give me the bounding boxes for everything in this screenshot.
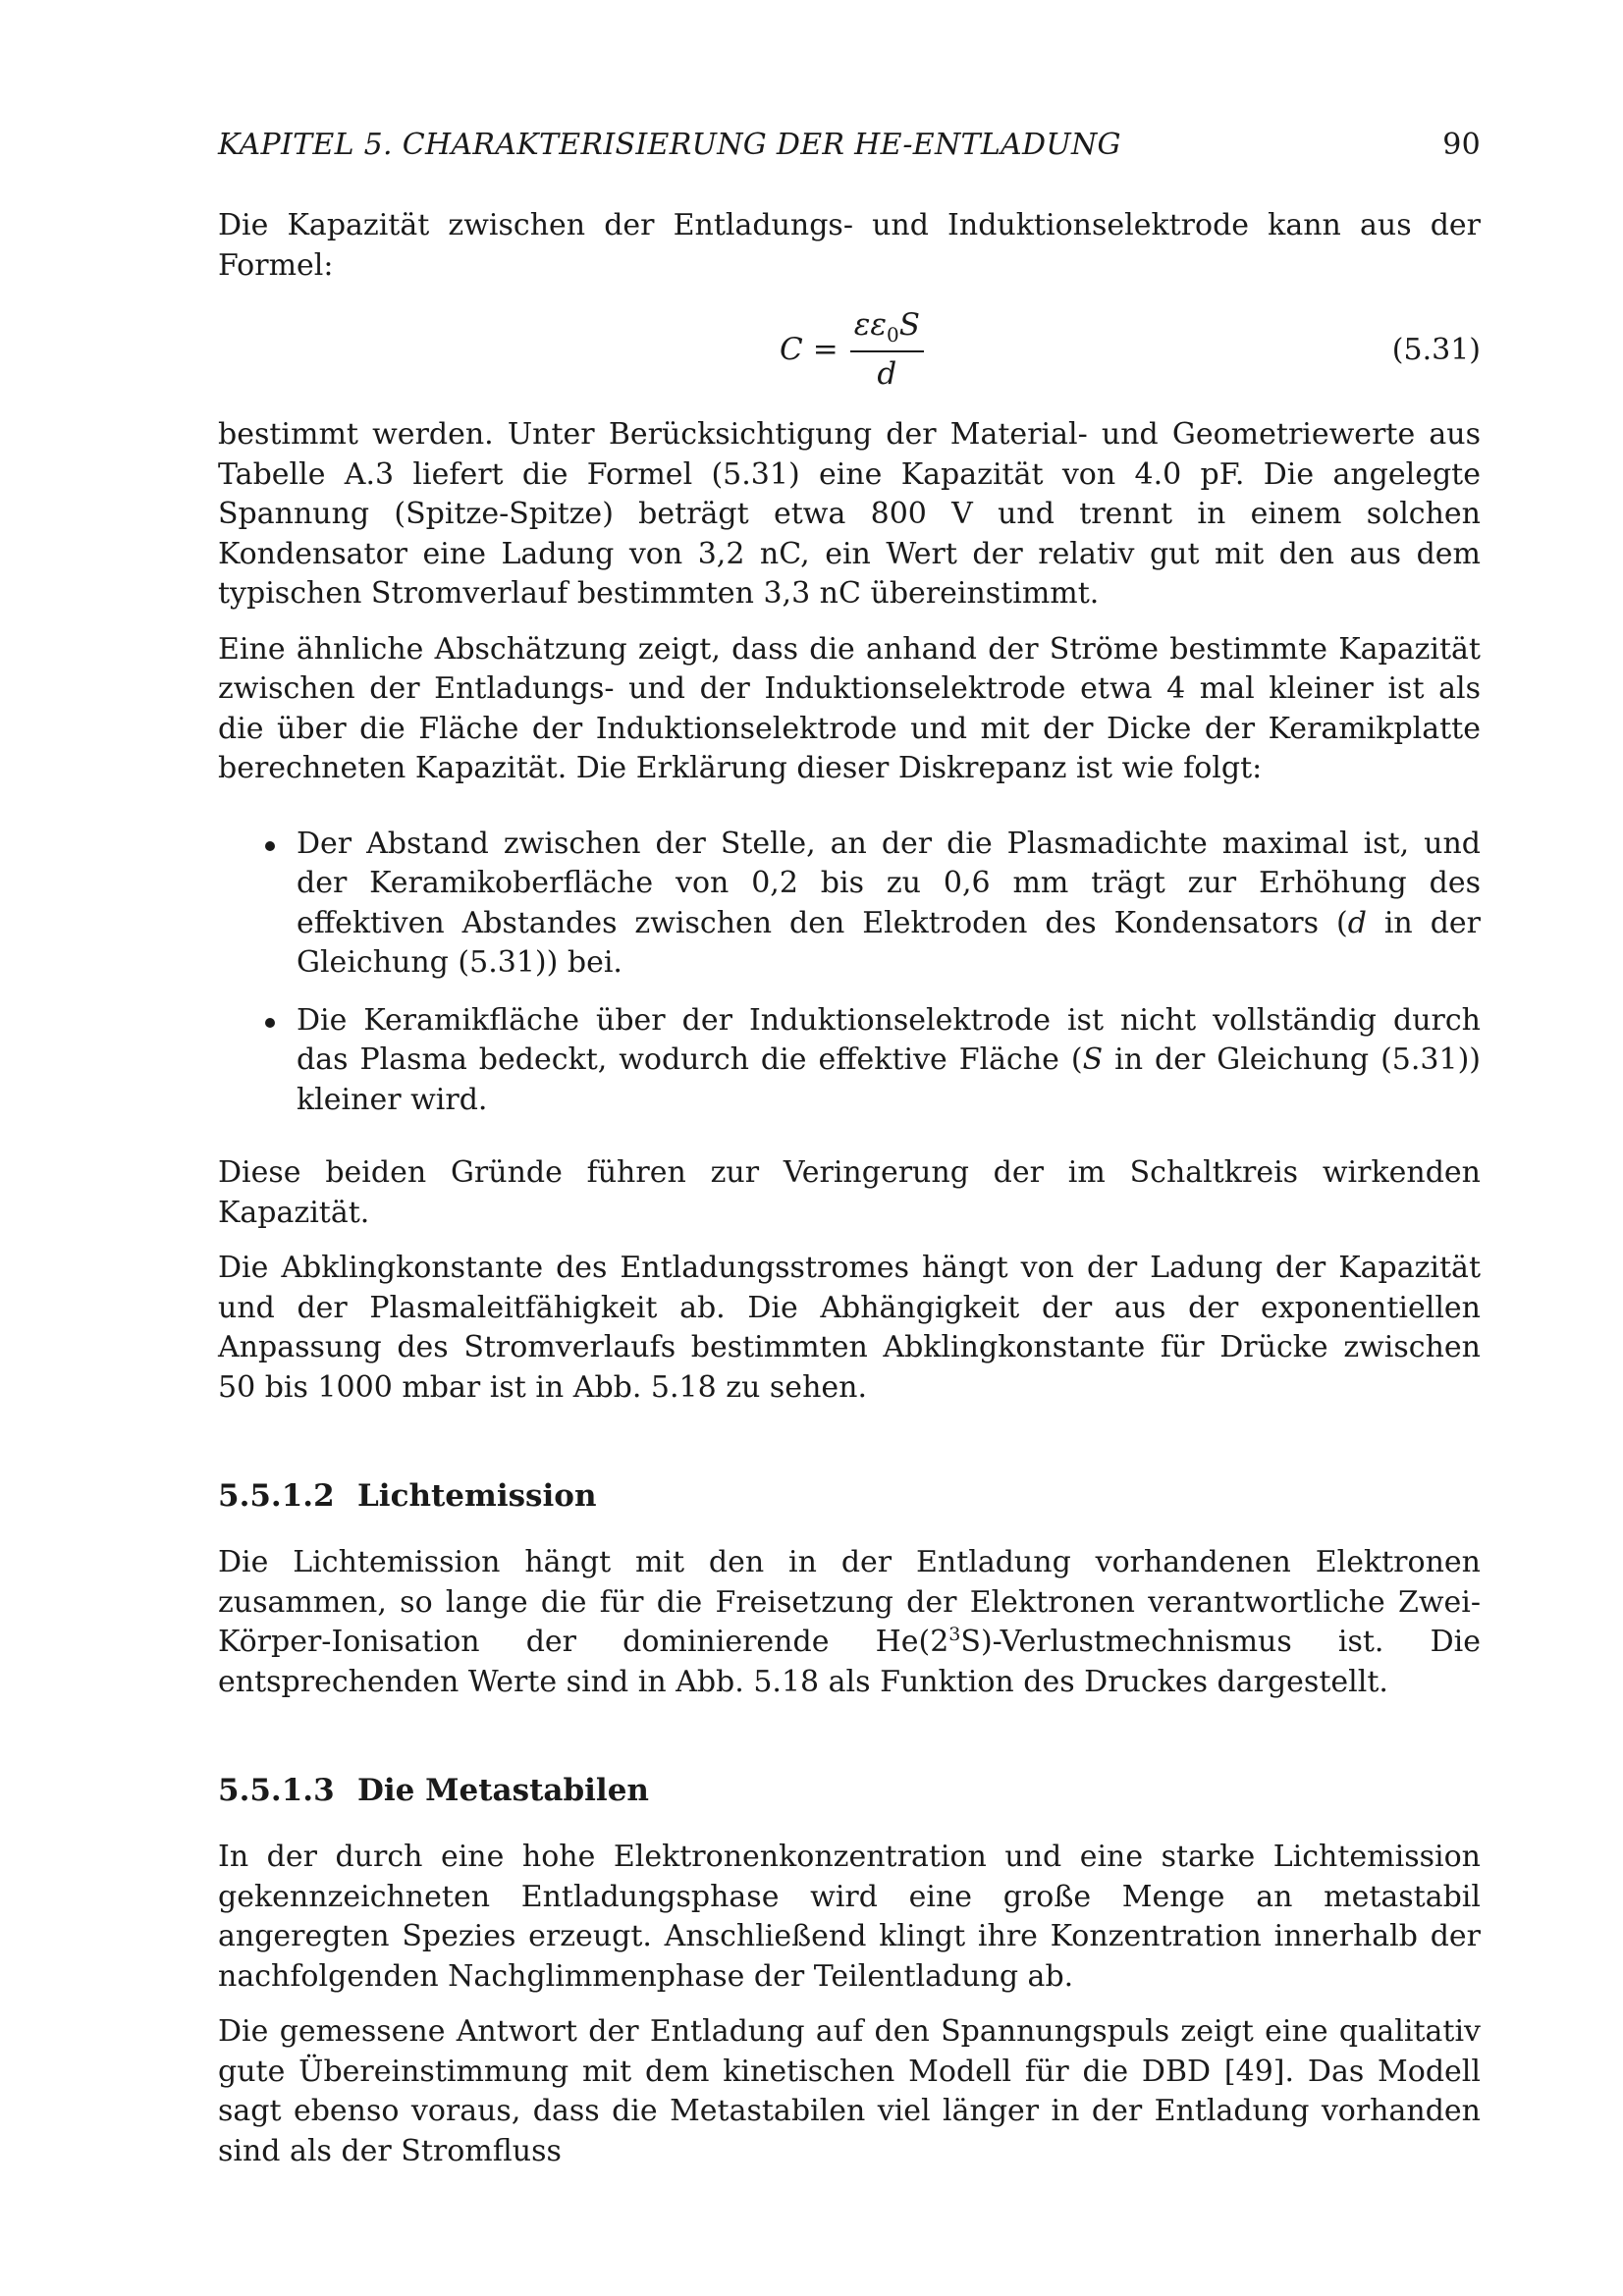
equation-number: (5.31) — [1391, 333, 1481, 367]
equation-5-31 — [218, 307, 1481, 401]
fraction-numerator: $\varepsilon\varepsilon_0S$ — [850, 307, 924, 352]
paragraph-reasons: Diese beiden Gründe führen zur Veringerung der im Schaltkreis wirkenden Kapazität. — [218, 1155, 1481, 1230]
section-heading-metastabilen — [218, 1771, 1481, 1810]
section-title: Lichtemission — [357, 1478, 597, 1514]
bullet-list — [218, 825, 1481, 1121]
section-number: 5.5.1.3 — [218, 1773, 335, 1808]
fraction-denominator: d — [877, 356, 897, 393]
paragraph-metastable-generation: In der durch eine hohe Elektronenkonzentration und eine starke Lichtemission gekennzeichneten Entladungsphase wird eine große Menge an metastabil angeregten Spezies erzeugt. Anschließend klingt ihre Konzentration innerhalb der nachfolgenden Nachglimmenphase der Teilentladung ab. — [218, 1840, 1481, 1994]
paragraph-model-comparison: Die gemessene Antwort der Entladung auf den Spannungspuls zeigt eine qualitativ gute Übereinstimmung mit dem kinetischen Modell für die DBD [49]. Das Modell sagt ebenso voraus, dass die Metastabilen viel länger in der Entladung vorhanden sind als der Stromfluss — [218, 2014, 1481, 2168]
bullet-icon — [265, 841, 275, 851]
running-header — [218, 128, 1481, 177]
paragraph-capacity-result: bestimmt werden. Unter Berücksichtigung der Material- und Geometriewerte aus Tabelle A.3 liefert die Formel (5.31) eine Kapazität von 4.0 pF. Die angelegte Spannung (Spitze-Spitze) beträgt etwa 800 V und trennt in einem solchen Kondensator eine Ladung von 3,2 nC, ein Wert der relativ gut mit den aus dem typischen Stromverlauf bestimmten 3,3 nC übereinstimmt. — [218, 417, 1481, 611]
section-title: Die Metastabilen — [357, 1773, 649, 1808]
intro-paragraph: Die Kapazität zwischen der Entladungs- und Induktionselektrode kann aus der Formel: — [218, 208, 1481, 283]
equals-sign: = — [812, 332, 839, 368]
chapter-title: KAPITEL 5. CHARAKTERISIERUNG DER HE-ENTLADUNG — [218, 128, 1121, 162]
paragraph-estimate: Eine ähnliche Abschätzung zeigt, dass die anhand der Ströme bestimmte Kapazität zwischen der Entladungs- und der Induktionselektrode etwa 4 mal kleiner ist als die über die Fläche der Induktionselektrode und mit der Dicke der Keramikplatte berechneten Kapazität. Die Erklärung dieser Diskrepanz ist wie folgt: — [218, 631, 1481, 785]
section-number: 5.5.1.2 — [218, 1478, 335, 1514]
fraction — [850, 307, 924, 392]
section-heading-lichtemission — [218, 1476, 1481, 1516]
paper-page — [218, 128, 1481, 2171]
equation-body — [780, 307, 924, 392]
list-item: Die Keramikfläche über der Induktionselektrode ist nicht vollständig durch das Plasma bedeckt, wodurch die effektive Fläche (S in der Gleichung (5.31)) kleiner wird. — [218, 1001, 1481, 1121]
equation-lhs: C — [780, 332, 803, 368]
list-item: Der Abstand zwischen der Stelle, an der die Plasmadichte maximal ist, und der Keramikoberfläche von 0,2 bis zu 0,6 mm trägt zur Erhöhung des effektiven Abstandes zwischen den Elektroden des Kondensators (d in der Gleichung (5.31)) bei. — [218, 825, 1481, 984]
bullet-icon — [265, 1018, 275, 1028]
paragraph-light-emission: Die Lichtemission hängt mit den in der Entladung vorhandenen Elektronen zusammen, so lange die für die Freisetzung der Elektronen verantwortliche Zwei-Körper-Ionisation der dominierende $He(2^3S)$-Verlustmechnismus ist. Die entsprechenden Werte sind in Abb. 5.18 als Funktion des Druckes dargestellt. — [218, 1545, 1481, 1699]
paragraph-decay-constant: Die Abklingkonstante des Entladungsstromes hängt von der Ladung der Kapazität und der Plasmaleitfähigkeit ab. Die Abhängigkeit der aus der exponentiellen Anpassung des Stromverlaufs bestimmten Abklingkonstante für Drücke zwischen 50 bis 1000 mbar ist in Abb. 5.18 zu sehen. — [218, 1251, 1481, 1405]
page-number: 90 — [1442, 128, 1481, 162]
